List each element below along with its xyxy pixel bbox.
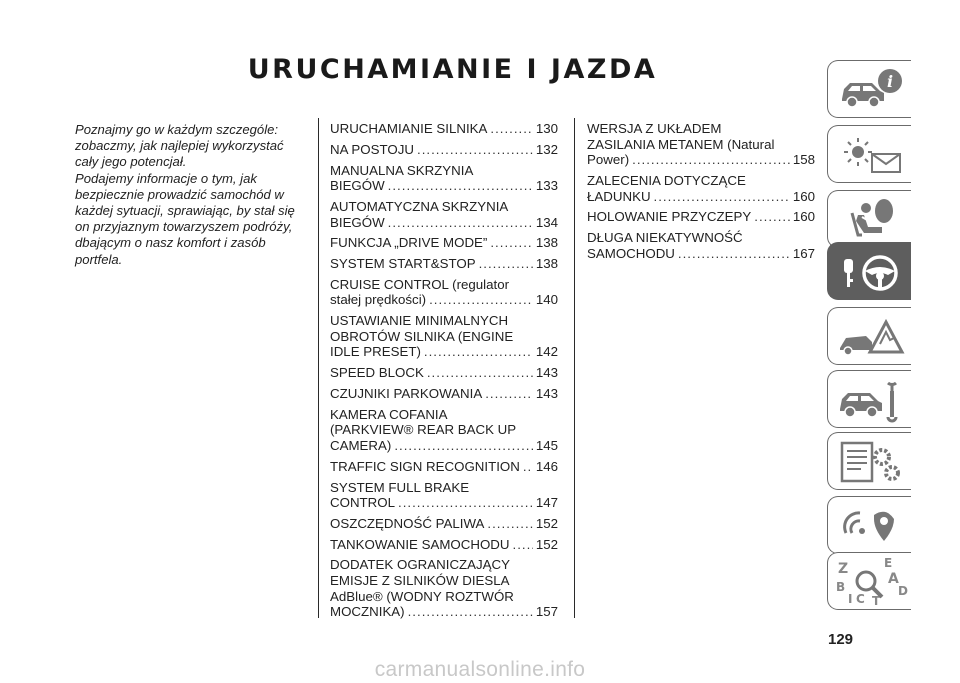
alphabetical-index-icon bbox=[828, 553, 912, 611]
multimedia-icon bbox=[828, 497, 912, 555]
toc-dot-leader bbox=[429, 292, 533, 308]
toc-entry[interactable] bbox=[330, 537, 558, 553]
toc-entry-label: IDLE PRESET) bbox=[330, 344, 421, 360]
column-divider bbox=[574, 118, 575, 618]
car-maintenance-icon bbox=[828, 371, 912, 429]
key-steering-wheel-icon bbox=[828, 243, 912, 301]
index-letter: D bbox=[898, 584, 908, 598]
toc-entry-label: MOCZNIKA) bbox=[330, 604, 405, 620]
toc-entry-row bbox=[330, 235, 558, 251]
toc-dot-leader bbox=[654, 189, 790, 205]
toc-entry-label-line: WERSJA Z UKŁADEM bbox=[587, 121, 722, 136]
toc-entry-label: BIEGÓW bbox=[330, 178, 385, 194]
toc-dot-leader bbox=[485, 386, 533, 402]
toc-entry[interactable] bbox=[330, 516, 558, 532]
toc-dot-leader bbox=[487, 516, 532, 532]
index-letter: E bbox=[884, 556, 893, 570]
toc-entry[interactable] bbox=[330, 235, 558, 251]
toc-entry-label-line: SYSTEM FULL BRAKE bbox=[330, 479, 470, 495]
tab-technical-data[interactable] bbox=[827, 432, 911, 490]
toc-entry[interactable] bbox=[330, 557, 558, 619]
toc-dot-leader bbox=[398, 495, 533, 511]
toc-entry-label: CAMERA) bbox=[330, 437, 392, 453]
toc-entry-label: OSZCZĘDNOŚĆ PALIWA bbox=[330, 515, 485, 531]
tab-dashboard[interactable] bbox=[827, 125, 911, 183]
toc-entry-label-line: DODATEK OGRANICZAJĄCY bbox=[330, 557, 511, 573]
airbag-seat-icon bbox=[828, 191, 912, 249]
toc-dot-leader bbox=[632, 152, 790, 168]
index-letter: I bbox=[848, 592, 853, 606]
toc-entry[interactable] bbox=[330, 313, 558, 360]
toc-page-number: 130 bbox=[535, 121, 558, 136]
toc-entry-label-line: AUTOMATYCZNA SKRZYNIA bbox=[330, 198, 509, 214]
toc-entry-row bbox=[330, 142, 558, 158]
toc-entry-label-line: USTAWIANIE MINIMALNYCH bbox=[330, 313, 509, 329]
toc-entry[interactable] bbox=[587, 173, 815, 204]
toc-entry-row bbox=[587, 246, 815, 262]
toc-entry-row bbox=[330, 438, 558, 454]
toc-dot-leader bbox=[523, 459, 533, 475]
toc-entry-row bbox=[330, 365, 558, 381]
toc-entry-label-line: AdBlue® (WODNY ROZTWÓR bbox=[330, 588, 514, 604]
index-letter: T bbox=[872, 594, 881, 608]
watermark: carmanualsonline.info bbox=[374, 658, 586, 681]
toc-entry-row bbox=[330, 495, 558, 511]
toc-dot-leader bbox=[417, 142, 533, 158]
toc-entry-row bbox=[330, 292, 558, 308]
toc-entry[interactable] bbox=[587, 209, 815, 225]
intro-paragraph: Podajemy informacje o tym, jak bezpiecznie prowadzić samochód w każdej sytuacji, sprawiając, by stał się on przyjaznym towarzyszem podróży, dbającym o nasz komfort i zasób portfela. bbox=[75, 170, 295, 267]
toc-entry-label: FUNKCJA „DRIVE MODE” bbox=[330, 235, 488, 251]
toc-entry-label: SPEED BLOCK bbox=[330, 365, 424, 381]
toc-entry-label: SAMOCHODU bbox=[587, 245, 675, 261]
column-divider bbox=[318, 118, 319, 618]
toc-entry-label: URUCHAMIANIE SILNIKA bbox=[330, 121, 488, 136]
toc-dot-leader bbox=[678, 246, 790, 262]
toc-page-number: 152 bbox=[535, 536, 558, 552]
tab-emergency[interactable] bbox=[827, 307, 911, 365]
technical-data-icon bbox=[828, 433, 912, 491]
toc-entry-label: Power) bbox=[587, 152, 630, 168]
toc-page-number: 147 bbox=[535, 495, 558, 511]
toc-entry-label-line: ZALECENIA DOTYCZĄCE bbox=[587, 172, 746, 188]
warning-crash-icon bbox=[828, 308, 912, 366]
toc-entry-label-line: CRUISE CONTROL (regulator bbox=[330, 276, 510, 292]
toc-entry[interactable] bbox=[330, 407, 558, 454]
toc-dot-leader bbox=[754, 209, 790, 225]
page-title: URUCHAMIANIE I JAZDA bbox=[247, 54, 658, 85]
toc-entry-label: HOLOWANIE PRZYCZEPY bbox=[587, 209, 752, 225]
toc-entry[interactable] bbox=[330, 365, 558, 381]
toc-entry-label: TRAFFIC SIGN RECOGNITION bbox=[330, 458, 520, 474]
toc-entry[interactable] bbox=[330, 142, 558, 158]
toc-entry-label-line: DŁUGA NIEKATYWNOŚĆ bbox=[587, 230, 743, 246]
toc-page-number: 160 bbox=[792, 209, 815, 225]
toc-column-1 bbox=[330, 121, 558, 625]
toc-entry-label: BIEGÓW bbox=[330, 214, 385, 230]
toc-entry-row bbox=[330, 215, 558, 231]
toc-entry-row bbox=[330, 459, 558, 475]
toc-page-number: 167 bbox=[792, 245, 815, 261]
toc-entry[interactable] bbox=[330, 121, 558, 137]
toc-entry-row bbox=[587, 189, 815, 205]
toc-page-number: 143 bbox=[535, 386, 558, 401]
toc-entry-label-line: EMISJE Z SILNIKÓW DIESLA bbox=[330, 573, 510, 589]
toc-page-number: 138 bbox=[535, 256, 558, 272]
toc-entry-row bbox=[330, 178, 558, 194]
toc-page-number: 157 bbox=[535, 604, 558, 620]
toc-page-number: 160 bbox=[792, 188, 815, 204]
toc-dot-leader bbox=[513, 537, 533, 553]
toc-entry-row bbox=[330, 604, 558, 620]
tab-index[interactable] bbox=[827, 552, 911, 610]
tab-starting-driving[interactable] bbox=[827, 242, 911, 300]
toc-entry-label-line: MANUALNA SKRZYNIA bbox=[330, 162, 474, 178]
toc-entry-label: CZUJNIKI PARKOWANIA bbox=[330, 386, 483, 401]
toc-dot-leader bbox=[394, 438, 532, 454]
tab-multimedia[interactable] bbox=[827, 496, 911, 554]
toc-dot-leader bbox=[388, 215, 533, 231]
toc-entry-label-line: OBROTÓW SILNIKA (ENGINE bbox=[330, 328, 514, 344]
toc-entry[interactable] bbox=[330, 459, 558, 475]
tab-maintenance[interactable] bbox=[827, 370, 911, 428]
toc-entry-row bbox=[587, 209, 815, 225]
toc-entry[interactable] bbox=[330, 256, 558, 272]
tab-car-info[interactable] bbox=[827, 60, 911, 118]
toc-page-number: 143 bbox=[535, 365, 558, 381]
toc-entry-row bbox=[330, 344, 558, 360]
toc-page-number: 152 bbox=[535, 515, 558, 531]
svg-text:i: i bbox=[886, 72, 894, 91]
toc-entry-row bbox=[330, 537, 558, 553]
page-number: 129 bbox=[828, 631, 854, 648]
intro-paragraph: Poznajmy go w każdym szczególe: zobaczmy, jak najlepiej wykorzystać cały jego potencjał. bbox=[75, 122, 284, 170]
toc-entry[interactable] bbox=[330, 163, 558, 194]
toc-entry[interactable] bbox=[330, 277, 558, 308]
toc-entry-label: SYSTEM START&STOP bbox=[330, 256, 476, 272]
toc-dot-leader bbox=[490, 121, 532, 137]
toc-entry[interactable] bbox=[330, 480, 558, 511]
index-letter: C bbox=[856, 592, 865, 606]
toc-entry-label: CONTROL bbox=[330, 495, 396, 511]
toc-entry-label-line: KAMERA COFANIA bbox=[330, 406, 448, 422]
toc-page-number: 133 bbox=[535, 178, 558, 194]
index-letter: B bbox=[836, 580, 846, 594]
toc-entry-label-line: (PARKVIEW® REAR BACK UP bbox=[330, 422, 517, 438]
toc-page-number: 132 bbox=[535, 141, 558, 157]
intro-text bbox=[75, 122, 297, 268]
toc-page-number: 146 bbox=[535, 458, 558, 474]
toc-column-2 bbox=[587, 121, 815, 267]
toc-dot-leader bbox=[479, 256, 533, 272]
toc-dot-leader bbox=[424, 344, 533, 360]
tab-safety[interactable] bbox=[827, 190, 911, 248]
toc-entry-label: NA POSTOJU bbox=[330, 141, 414, 157]
toc-dot-leader bbox=[490, 235, 532, 251]
toc-entry-label: stałej prędkości) bbox=[330, 292, 427, 308]
toc-entry-label: TANKOWANIE SAMOCHODU bbox=[330, 536, 510, 552]
toc-entry-row bbox=[330, 516, 558, 532]
dashboard-lights-icon bbox=[828, 126, 912, 184]
toc-page-number: 138 bbox=[535, 235, 558, 251]
toc-page-number: 140 bbox=[535, 292, 558, 308]
toc-dot-leader bbox=[408, 604, 533, 620]
toc-page-number: 142 bbox=[535, 344, 558, 360]
toc-entry[interactable] bbox=[587, 230, 815, 261]
toc-page-number: 134 bbox=[535, 214, 558, 230]
toc-entry[interactable] bbox=[330, 386, 558, 402]
car-info-icon bbox=[828, 61, 912, 119]
toc-entry[interactable] bbox=[330, 199, 558, 230]
toc-entry-label: ŁADUNKU bbox=[587, 188, 651, 204]
toc-entry-label-line: ZASILANIA METANEM (Natural bbox=[587, 136, 775, 152]
toc-dot-leader bbox=[388, 178, 533, 194]
index-letter: A bbox=[888, 571, 899, 587]
toc-page-number: 145 bbox=[535, 437, 558, 453]
toc-entry-row bbox=[587, 152, 815, 168]
toc-entry[interactable] bbox=[587, 121, 815, 168]
toc-entry-row bbox=[330, 386, 558, 402]
index-letter: Z bbox=[838, 561, 849, 577]
toc-dot-leader bbox=[427, 365, 533, 381]
toc-entry-row bbox=[330, 256, 558, 272]
toc-page-number: 158 bbox=[792, 152, 815, 168]
toc-entry-row bbox=[330, 121, 558, 137]
